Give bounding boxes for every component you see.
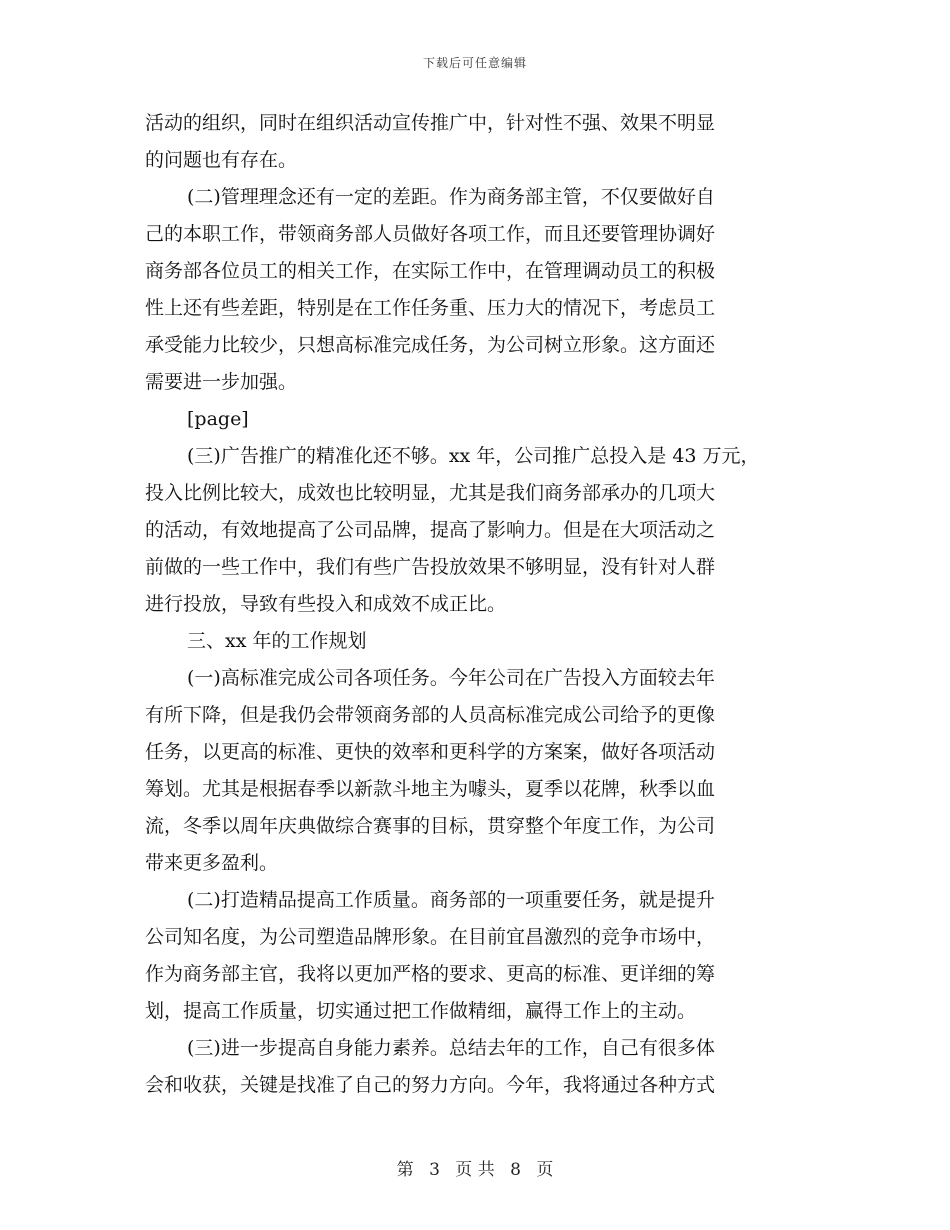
page-footer [0,1155,950,1180]
page-header: 下载后可任意编辑 [422,56,527,70]
paragraph-line: 商务部各位员工的相关工作，在实际工作中，在管理调动员工的积极 [145,260,716,282]
paragraph-line: 任务，以更高的标准、更快的效率和更科学的方案案，做好各项活动 [145,741,716,763]
paragraph-line: 会和收获，关键是找准了自己的努力方向。今年，我将通过各种方式 [145,1074,716,1096]
paragraph-line: 活动的组织，同时在组织活动宣传推广中，针对性不强、效果不明显 [145,112,716,134]
paragraph-line: (三)进一步提高自身能力素养。总结去年的工作，自己有很多体 [187,1037,715,1059]
footer-middle: 页 共 [455,1160,495,1180]
page-marker: [page] [187,408,249,430]
page-number: 3 [429,1160,440,1180]
paragraph-line: 公司知名度，为公司塑造品牌形象。在目前宜昌激烈的竞争市场中， [145,926,716,948]
paragraph-line: 带来更多盈利。 [145,852,279,874]
document-body [145,105,805,1104]
paragraph-line: 投入比例比较大，成效也比较明显，尤其是我们商务部承办的几项大 [145,482,716,504]
paragraph-line: 己的本职工作，带领商务部人员做好各项工作，而且还要管理协调好 [145,223,716,245]
total-pages: 8 [510,1160,521,1180]
paragraph-line: 进行投放，导致有些投入和成效不成正比。 [145,593,507,615]
paragraph-line: 有所下降，但是我仍会带领商务部的人员高标准完成公司给予的更像 [145,704,716,726]
paragraph-line: (二)打造精品提高工作质量。商务部的一项重要任务，就是提升 [187,889,715,911]
paragraph-line: 承受能力比较少，只想高标准完成任务，为公司树立形象。这方面还 [145,334,716,356]
paragraph-line: 的活动，有效地提高了公司品牌，提高了影响力。但是在大项活动之 [145,519,716,541]
section-heading: 三、xx 年的工作规划 [187,630,367,652]
paragraph-line: 作为商务部主官，我将以更加严格的要求、更高的标准、更详细的筹 [145,963,716,985]
footer-suffix: 页 [536,1160,554,1180]
paragraph-line: (二)管理理念还有一定的差距。作为商务部主管，不仅要做好自 [187,186,715,208]
paragraph-line: 流，冬季以周年庆典做综合赛事的目标，贯穿整个年度工作，为公司 [145,815,716,837]
paragraph-line: 需要进一步加强。 [145,371,298,393]
paragraph-line: 筹划。尤其是根据春季以新款斗地主为噱头，夏季以花牌，秋季以血 [145,778,716,800]
paragraph-line: (一)高标准完成公司各项任务。今年公司在广告投入方面较去年 [187,667,715,689]
paragraph-line: 划，提高工作质量，切实通过把工作做精细，赢得工作上的主动。 [145,1000,697,1022]
paragraph-line: 的问题也有存在。 [145,149,298,171]
footer-prefix: 第 [396,1160,414,1180]
paragraph-line: 性上还有些差距，特别是在工作任务重、压力大的情况下，考虑员工 [145,297,716,319]
paragraph-line: 前做的一些工作中，我们有些广告投放效果不够明显，没有针对人群 [145,556,716,578]
paragraph-line: (三)广告推广的精准化还不够。xx 年，公司推广总投入是 43 万元， [187,445,760,467]
